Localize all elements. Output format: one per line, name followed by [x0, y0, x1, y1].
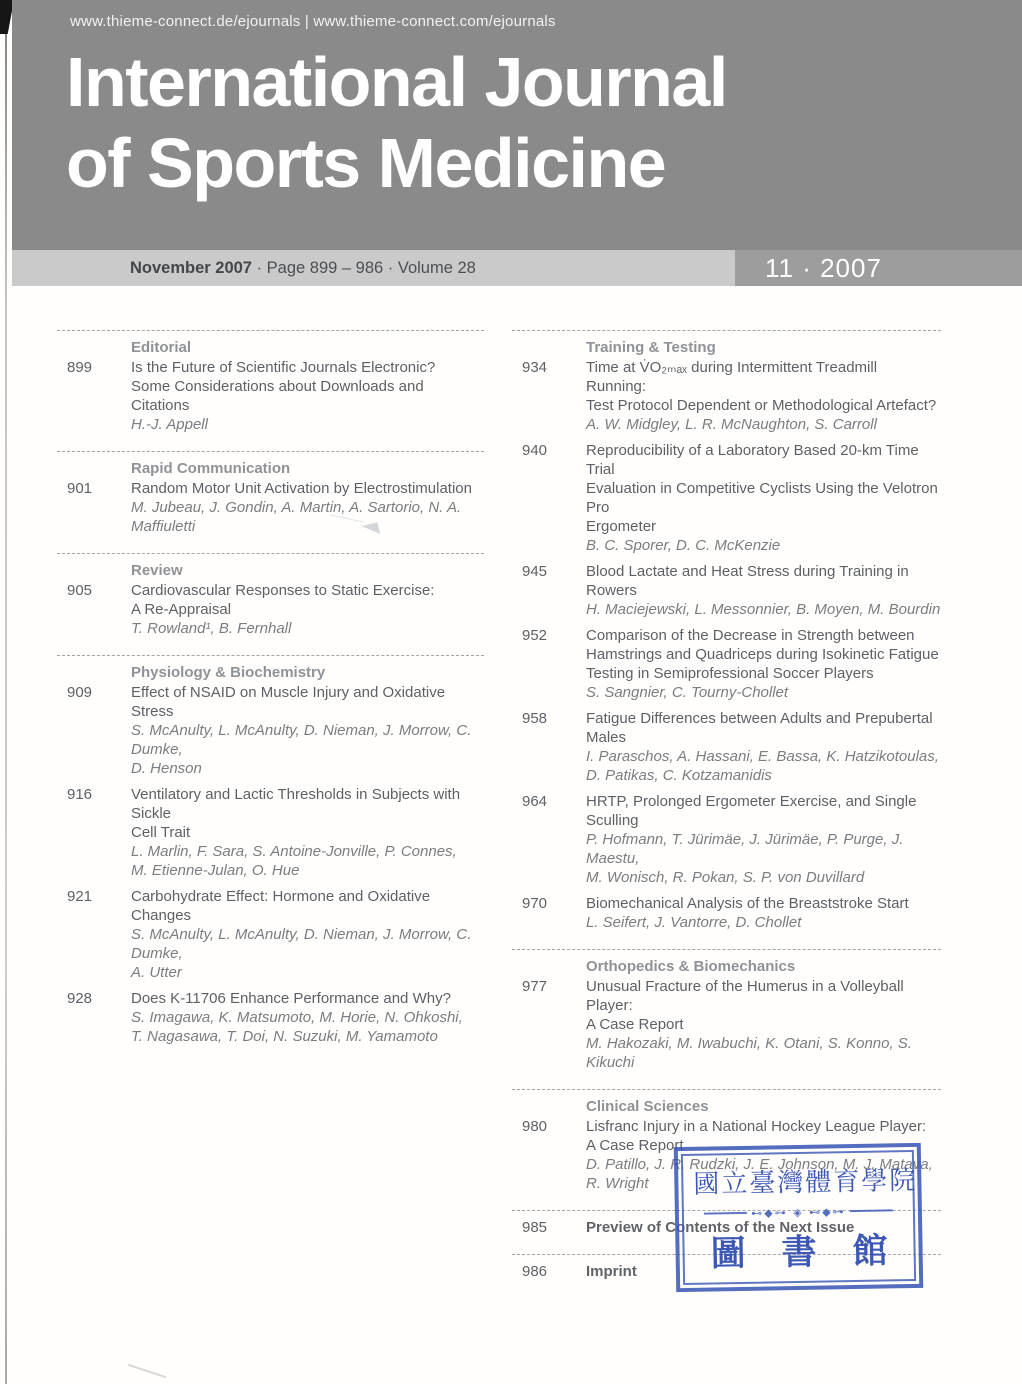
page-number: 909 [67, 684, 93, 701]
journal-masthead [12, 0, 1022, 250]
article-authors-line: D. Patikas, C. Kotzamanidis [586, 767, 772, 784]
stamp-library-char: 圖 [710, 1232, 746, 1275]
article-authors-line: T. Rowland¹, B. Fernhall [131, 620, 292, 637]
entry-body [131, 887, 484, 982]
issue-meta: · Page 899 – 986 · Volume 28 [252, 259, 476, 277]
page-number: 899 [67, 359, 93, 376]
page-number: 945 [522, 563, 548, 580]
stamp-ornament-icon: ⊷◆⊶ ◈ ⊷◆⊶ [751, 1204, 846, 1220]
entry-body [131, 358, 484, 434]
toc-section [57, 553, 484, 655]
issue-band [12, 250, 1022, 286]
toc-section [57, 330, 484, 451]
page-number: 916 [67, 786, 93, 803]
article-title-line: Ergometer [586, 518, 657, 535]
journal-title-line2: of Sports Medicine [66, 124, 666, 202]
page-number: 940 [522, 442, 548, 459]
page-number: 921 [67, 888, 93, 905]
page-number: 986 [522, 1263, 548, 1280]
page-number: 985 [522, 1219, 548, 1236]
stamp-library-char: 書 [781, 1231, 817, 1274]
entry-body [586, 977, 941, 1072]
entry-body [586, 894, 941, 932]
article-title-line: Test Protocol Dependent or Methodological Artefact? [586, 397, 937, 414]
article-authors-line: S. McAnulty, L. McAnulty, D. Nieman, J. Morrow, C. Dumke, [131, 926, 472, 962]
toc-section [512, 949, 941, 1089]
article-authors-line: I. Paraschos, A. Hassani, E. Bassa, K. Hatzikotoulas, [586, 748, 939, 765]
article-authors-line: H.-J. Appell [131, 416, 208, 433]
article-title-line: A Re-Appraisal [131, 601, 232, 618]
article-title-line: Imprint [586, 1263, 637, 1280]
article-title-line: Reproducibility of a Laboratory Based 20-km Time Trial [586, 442, 919, 478]
entry-body [586, 709, 941, 785]
article-title-line: Ventilatory and Lactic Thresholds in Subjects with Sickle [131, 786, 461, 822]
article-authors-line: M. Wonisch, R. Pokan, S. P. von Duvillard [586, 869, 865, 886]
article-authors-line: L. Seifert, J. Vantorre, D. Chollet [586, 914, 802, 931]
entry-body [131, 581, 484, 638]
page-number: 928 [67, 990, 93, 1007]
page-number: 952 [522, 627, 548, 644]
entry-body [586, 441, 941, 555]
entry-body [131, 479, 484, 536]
article-authors-line: A. Utter [131, 964, 182, 981]
article-title-line: Is the Future of Scientific Journals Electronic? [131, 359, 436, 376]
toc-entry [512, 792, 941, 887]
article-authors-line: M. Etienne-Julan, O. Hue [131, 862, 300, 879]
library-stamp [674, 1143, 923, 1292]
page-number: 980 [522, 1118, 548, 1135]
article-title-line: Biomechanical Analysis of the Breaststroke Start [586, 895, 909, 912]
toc-column-left [57, 330, 484, 1063]
toc-section [57, 655, 484, 1063]
stamp-library-char: 館 [852, 1230, 888, 1273]
article-title-line: Effect of NSAID on Muscle Injury and Oxidative Stress [131, 684, 446, 720]
toc-entry [57, 479, 484, 536]
article-title-line: Time at V̇O₂ₘₐₓ during Intermittent Treadmill Running: [586, 359, 878, 395]
page-number: 970 [522, 895, 548, 912]
stamp-divider [704, 1204, 893, 1220]
toc-entry [512, 562, 941, 619]
toc-entry [57, 989, 484, 1046]
section-heading: Review [131, 562, 183, 579]
section-heading: Orthopedics & Biomechanics [586, 958, 796, 975]
section-heading: Rapid Communication [131, 460, 291, 477]
page-number: 958 [522, 710, 548, 727]
toc-section [57, 451, 484, 553]
toc-entry [512, 709, 941, 785]
toc-section [512, 330, 941, 949]
scan-pencil-artifact [128, 1364, 167, 1378]
article-authors-line: P. Hofmann, T. Jürimäe, J. Jürimäe, P. Purge, J. Maestu, [586, 831, 904, 867]
article-authors-line: S. McAnulty, L. McAnulty, D. Nieman, J. Morrow, C. Dumke, [131, 722, 472, 758]
section-heading: Training & Testing [586, 339, 716, 356]
article-title-line: Fatigue Differences between Adults and Prepubertal [586, 710, 933, 727]
toc-entry [57, 358, 484, 434]
article-title-line: A Case Report [586, 1137, 684, 1154]
article-title-line: Testing in Semiprofessional Soccer Players [586, 665, 874, 682]
article-authors-line: H. Maciejewski, L. Messonnier, B. Moyen, M. Bourdin [586, 601, 941, 618]
article-title-line: Some Considerations about Downloads and Citations [131, 378, 424, 414]
article-authors-line: D. Henson [131, 760, 202, 777]
article-authors-line: B. C. Sporer, D. C. McKenzie [586, 537, 781, 554]
article-title-line: Blood Lactate and Heat Stress during Training in Rowers [586, 563, 909, 599]
toc-entry [512, 977, 941, 1072]
article-title-line: Hamstrings and Quadriceps during Isokinetic Fatigue [586, 646, 939, 663]
article-authors-line: S. Imagawa, K. Matsumoto, M. Horie, N. Ohkoshi, [131, 1009, 463, 1026]
article-authors-line: S. Sangnier, C. Tourny-Chollet [586, 684, 789, 701]
toc-entry [57, 887, 484, 982]
page-number: 964 [522, 793, 548, 810]
article-title-line: Cardiovascular Responses to Static Exercise: [131, 582, 435, 599]
page-number: 977 [522, 978, 548, 995]
page-number: 934 [522, 359, 548, 376]
toc-entry [512, 441, 941, 555]
entry-body [131, 785, 484, 880]
section-heading: Clinical Sciences [586, 1098, 709, 1115]
entry-body [586, 626, 941, 702]
article-title-line: Males [586, 729, 627, 746]
issue-date: November 2007 [130, 259, 252, 277]
entry-body [131, 683, 484, 778]
entry-body [131, 989, 484, 1046]
entry-body [586, 358, 941, 434]
issue-number-badge: 11 · 2007 [735, 250, 1022, 286]
article-title-line: Cell Trait [131, 824, 191, 841]
toc-entry [57, 581, 484, 638]
article-title-line: Lisfranc Injury in a National Hockey League Player: [586, 1118, 927, 1135]
entry-body [586, 792, 941, 887]
article-title-line: Carbohydrate Effect: Hormone and Oxidative Changes [131, 888, 431, 924]
page-number: 901 [67, 480, 93, 497]
article-title-line: Does K-11706 Enhance Performance and Why? [131, 990, 451, 1007]
article-authors-line: A. W. Midgley, L. R. McNaughton, S. Carroll [586, 416, 877, 433]
section-heading: Physiology & Biochemistry [131, 664, 326, 681]
article-authors-line: T. Nagasawa, T. Doi, N. Suzuki, M. Yamamoto [131, 1028, 438, 1045]
article-authors-line: L. Marlin, F. Sara, S. Antoine-Jonville, P. Connes, [131, 843, 457, 860]
article-title-line: Unusual Fracture of the Humerus in a Volleyball Player: [586, 978, 904, 1014]
section-heading: Editorial [131, 339, 192, 356]
article-title-line: Random Motor Unit Activation by Electrostimulation [131, 480, 472, 497]
article-title-line: HRTP, Prolonged Ergometer Exercise, and Single Sculling [586, 793, 917, 829]
article-title-line: Comparison of the Decrease in Strength between [586, 627, 915, 644]
toc-entry [512, 626, 941, 702]
entry-body [586, 562, 941, 619]
stamp-library-label [694, 1223, 904, 1277]
toc-entry [512, 894, 941, 932]
toc-entry [512, 358, 941, 434]
article-authors-line: M. Hakozaki, M. Iwabuchi, K. Otani, S. Konno, S. Kikuchi [586, 1035, 912, 1071]
article-authors-line: D. Patillo, J. R. Rudzki, J. E. Johnson, M. J. Matava, R. Wright [586, 1156, 933, 1192]
article-title-line: Preview of Contents of the Next Issue [586, 1219, 855, 1236]
journal-title-line1: International Journal [66, 43, 727, 121]
publisher-urls: www.thieme-connect.de/ejournals | www.thieme-connect.com/ejournals [70, 13, 556, 30]
article-title-line: Evaluation in Competitive Cyclists Using the Velotron Pro [586, 480, 938, 516]
stamp-institution-name: 國立臺灣體育學院 [693, 1165, 918, 1200]
journal-title [66, 42, 727, 204]
library-stamp-inner-border [681, 1150, 916, 1285]
toc-entry [57, 785, 484, 880]
article-authors-line: M. Jubeau, J. Gondin, A. Martin, A. Sartorio, N. A. Maffiuletti [131, 499, 462, 535]
issue-info [130, 250, 476, 286]
toc-entry [57, 683, 484, 778]
page-number: 905 [67, 582, 93, 599]
scan-edge-artifact [5, 22, 7, 1384]
article-title-line: A Case Report [586, 1016, 684, 1033]
